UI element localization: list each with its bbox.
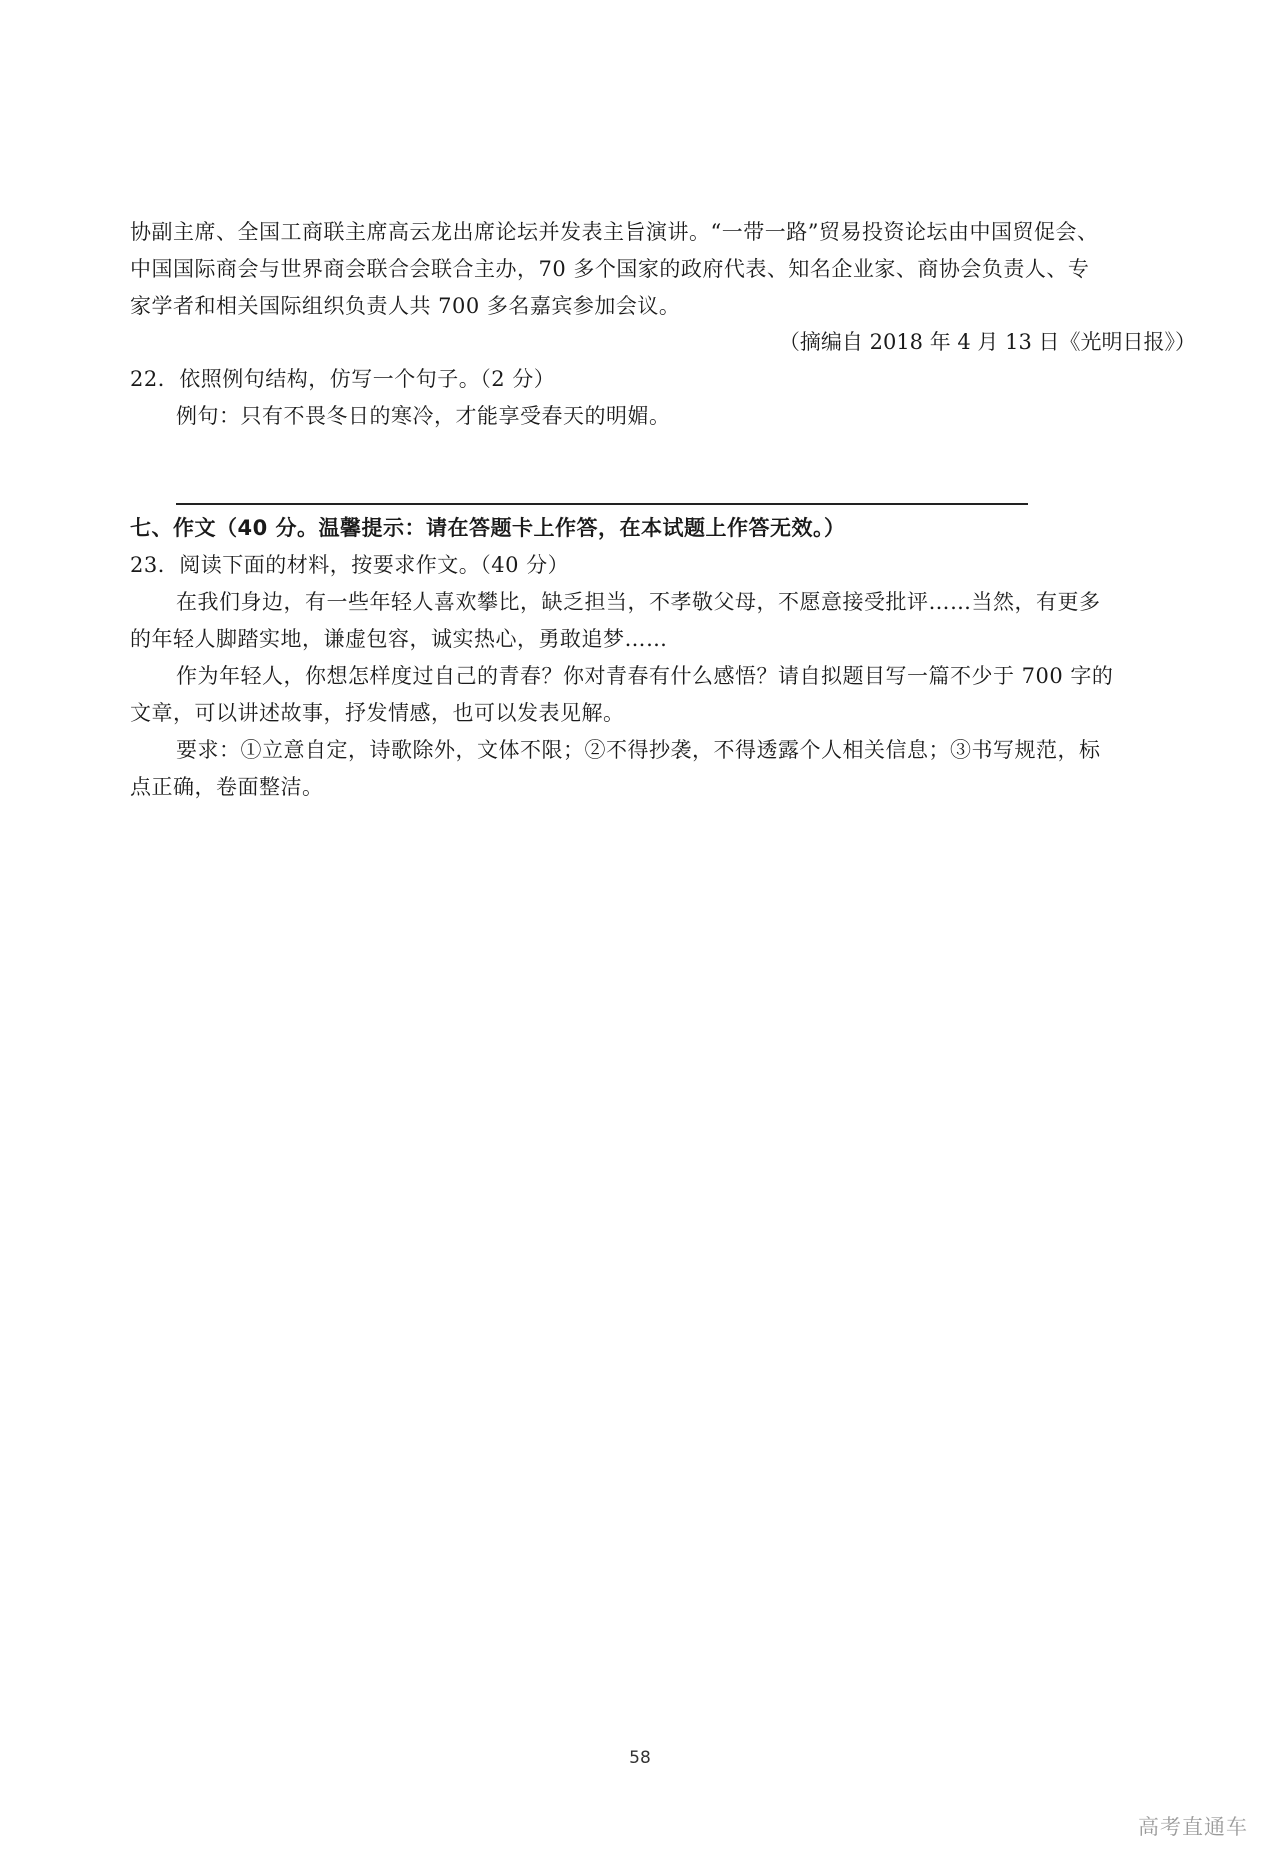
question-23-task-line-1: 作为年轻人，你想怎样度过自己的青春？你对青春有什么感悟？请自拟题目写一篇不少于 700 字的: [176, 664, 1114, 688]
answer-blank-line: [176, 503, 1028, 505]
passage-line-1: 协副主席、全国工商联主席高云龙出席论坛并发表主旨演讲。“一带一路”贸易投资论坛由中国贸促会、: [130, 220, 1099, 244]
question-23-task-line-2: 文章，可以讲述故事，抒发情感，也可以发表见解。: [130, 701, 625, 725]
watermark: 高考直通车: [1138, 1815, 1248, 1839]
passage-line-3: 家学者和相关国际组织负责人共 700 多名嘉宾参加会议。: [130, 294, 681, 318]
page-number: 58: [629, 1748, 651, 1768]
question-23-material-line-2: 的年轻人脚踏实地，谦虚包容，诚实热心，勇敢追梦……: [130, 627, 668, 651]
question-22-prompt: 22．依照例句结构，仿写一个句子。（2 分）: [130, 367, 556, 391]
question-22-example: 例句：只有不畏冬日的寒冷，才能享受春天的明媚。: [176, 404, 671, 428]
question-23-prompt: 23．阅读下面的材料，按要求作文。（40 分）: [130, 553, 570, 577]
question-23-requirements-line-1: 要求：①立意自定，诗歌除外，文体不限；②不得抄袭，不得透露个人相关信息；③书写规范，标: [176, 738, 1101, 762]
question-23-material-line-1: 在我们身边，有一些年轻人喜欢攀比，缺乏担当，不孝敬父母，不愿意接受批评……当然，有更多: [176, 590, 1101, 614]
passage-line-2: 中国国际商会与世界商会联合会联合主办，70 多个国家的政府代表、知名企业家、商协会负责人、专: [130, 257, 1090, 281]
section-7-heading: 七、作文（40 分。温馨提示：请在答题卡上作答，在本试题上作答无效。）: [130, 516, 846, 540]
passage-source: （摘编自 2018 年 4 月 13 日《光明日报》）: [778, 330, 1196, 354]
question-23-requirements-line-2: 点正确，卷面整洁。: [130, 775, 324, 799]
